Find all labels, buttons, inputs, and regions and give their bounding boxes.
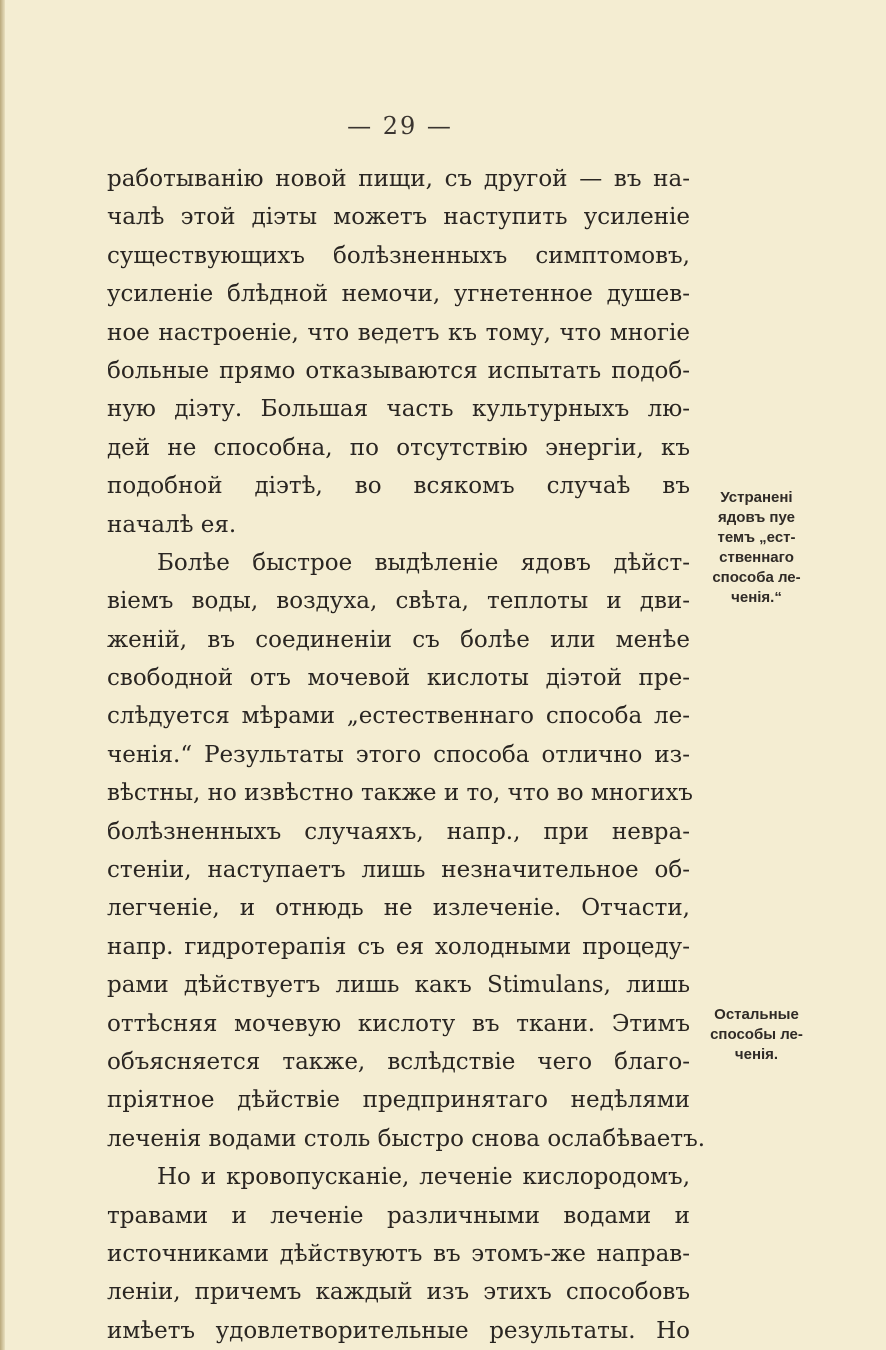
margin-note-line: способы ле-: [710, 1026, 803, 1043]
page-number: — 29 —: [347, 112, 453, 140]
text-line: работыванію новой пищи, съ другой — въ на-: [107, 166, 690, 192]
text-line: чалѣ этой діэты можетъ наступить усиленіе: [107, 204, 690, 231]
page-left-edge: [0, 0, 5, 1350]
text-line: рами дѣйствуетъ лишь какъ Stimulans, лишь: [107, 972, 690, 999]
text-line: ную діэту. Большая часть культурныхъ лю-: [107, 396, 690, 423]
text-line: ное настроеніе, что ведетъ къ тому, что многіе: [107, 319, 690, 346]
text-line: существующихъ болѣзненныхъ симптомовъ,: [107, 242, 690, 269]
text-line: свободной отъ мочевой кислоты діэтой пре-: [107, 665, 690, 692]
margin-note-line: способа ле-: [712, 569, 801, 586]
margin-note-line: темъ „ест-: [717, 529, 796, 546]
text-line: подобной діэтѣ, во всякомъ случаѣ въ: [107, 473, 690, 500]
paragraph-3: [107, 1158, 690, 1350]
text-line: имѣетъ удовлетворительные результаты. Но: [107, 1317, 690, 1344]
text-line: слѣдуется мѣрами „естественнаго способа ле-: [107, 703, 690, 730]
text-line: Но и кровопусканіе, леченіе кислородомъ,: [157, 1164, 690, 1191]
text-line: ченія.“ Результаты этого способа отлично из-: [107, 741, 690, 768]
margin-note-removal-of-poisons: [694, 488, 819, 608]
paragraph-1: [107, 160, 690, 544]
margin-note-line: ченія.“: [731, 589, 782, 606]
text-line: дей не способна, по отсутствію энергіи, къ: [107, 434, 690, 461]
text-line: объясняется также, вслѣдствіе чего благо-: [107, 1048, 690, 1075]
text-line: вѣстны, но извѣстно также и то, что во многихъ: [107, 780, 693, 807]
text-line: леніи, причемъ каждый изъ этихъ способовъ: [107, 1279, 690, 1306]
text-line: пріятное дѣйствіе предпринятаго недѣлями: [107, 1087, 690, 1114]
text-line: женій, въ соединеніи съ болѣе или менѣе: [107, 626, 690, 653]
text-line: больные прямо отказываются испытать подоб-: [107, 357, 690, 384]
text-line: источниками дѣйствуютъ въ этомъ-же направ-: [107, 1240, 690, 1267]
paragraph-2: [107, 544, 706, 1158]
text-line: леченія водами столь быстро снова ослабѣваетъ.: [107, 1125, 706, 1152]
main-text-column: [107, 160, 706, 1350]
margin-note-line: ственнаго: [719, 549, 794, 566]
text-line: началѣ ея.: [107, 511, 237, 538]
margin-note-line: Устранені: [720, 489, 793, 506]
text-line: оттѣсняя мочевую кислоту въ ткани. Этимъ: [107, 1010, 690, 1037]
text-line: Болѣе быстрое выдѣленіе ядовъ дѣйст-: [157, 549, 690, 576]
text-line: стеніи, наступаетъ лишь незначительное об-: [107, 857, 690, 884]
text-line: усиленіе блѣдной немочи, угнетенное душев-: [107, 281, 690, 308]
margin-note-line: Остальные: [714, 1006, 799, 1023]
text-line: віемъ воды, воздуха, свѣта, теплоты и дви-: [107, 588, 690, 615]
margin-note-line: ченія.: [734, 1046, 779, 1063]
text-line: травами и леченіе различными водами и: [107, 1202, 690, 1229]
margin-note-other-methods: [694, 1005, 819, 1065]
text-line: легченіе, и отнюдь не излеченіе. Отчасти,: [107, 895, 690, 922]
text-line: напр. гидротерапія съ ея холодными процеду-: [107, 933, 690, 960]
text-line: болѣзненныхъ случаяхъ, напр., при невра-: [107, 818, 690, 845]
margin-note-line: ядовъ пуе: [718, 509, 795, 526]
